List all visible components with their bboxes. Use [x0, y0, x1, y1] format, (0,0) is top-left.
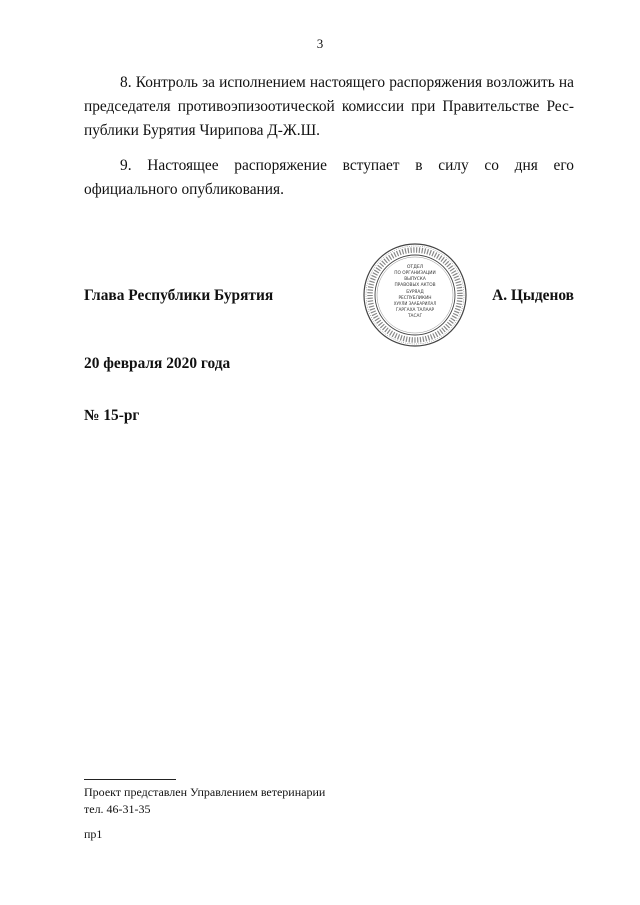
document-number: № 15-рг	[84, 407, 140, 424]
svg-text:ПРАВОВЫХ АКТОВ: ПРАВОВЫХ АКТОВ	[394, 283, 436, 288]
official-seal	[362, 242, 468, 348]
svg-text:ВЫПУСКА: ВЫПУСКА	[404, 277, 426, 282]
svg-text:ГАРГАХА ТАЛААР: ГАРГАХА ТАЛААР	[395, 308, 435, 313]
footnote-phone: тел. 46-31-35	[84, 802, 151, 816]
svg-text:ТАСАГ: ТАСАГ	[407, 314, 423, 319]
paragraph-9: 9. Настоящее распоряжение вступает в силу со дня его официального опубликования.	[84, 157, 574, 198]
svg-text:БУРЯАД: БУРЯАД	[406, 290, 424, 295]
svg-text:ОТДЕЛ: ОТДЕЛ	[406, 265, 424, 270]
signatory-position: Глава Республики Бурятия	[84, 287, 274, 304]
signatory-name: А. Цыденов	[492, 287, 574, 304]
document-date: 20 февраля 2020 года	[84, 355, 231, 372]
signature-block	[84, 287, 574, 307]
footnote-project-author: Проект представлен Управлением ветеринарии	[84, 785, 326, 799]
footnote-divider	[84, 779, 176, 780]
svg-text:РЕСПУБЛИКИН: РЕСПУБЛИКИН	[398, 296, 432, 301]
paragraph-8: 8. Контроль за исполнением настоящего распоряжения возложить на председателя противоэпизоотической комиссии при Правительстве Республики Бурятия Чирипова Д-Ж.Ш.	[84, 74, 574, 139]
executor-initials: пр1	[84, 827, 103, 841]
svg-text:ПО ОРГАНИЗАЦИИ: ПО ОРГАНИЗАЦИИ	[394, 271, 436, 276]
svg-text:ХУУЛИ ЗААБАРИЛАЛ: ХУУЛИ ЗААБАРИЛАЛ	[393, 301, 437, 306]
page-number: 3	[316, 36, 324, 51]
